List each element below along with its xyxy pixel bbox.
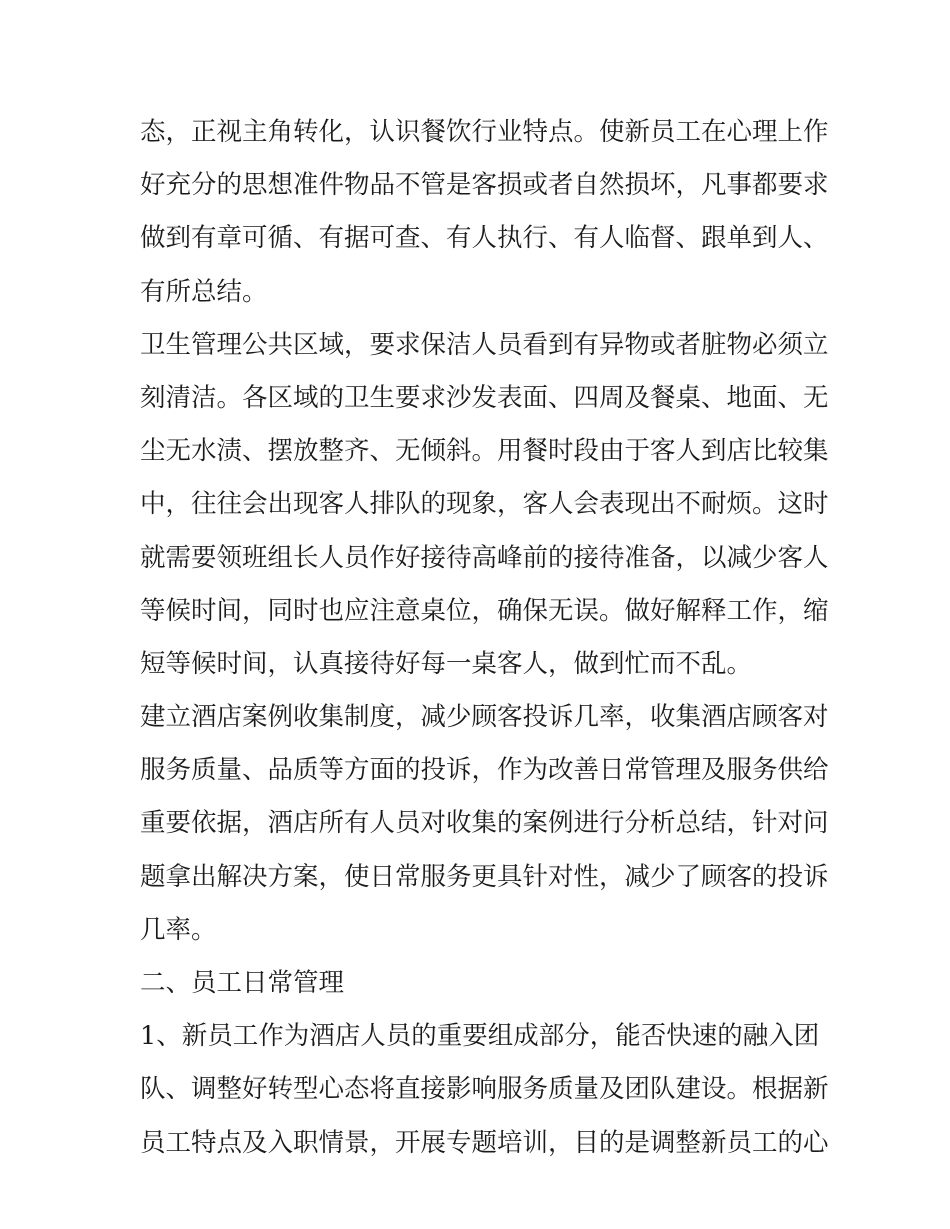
text-line: 1、新员工作为酒店人员的重要组成部分，能否快速的融入团 <box>140 1021 820 1052</box>
text-line: 员工特点及入职情景，开展专题培训，目的是调整新员工的心 <box>140 1127 829 1158</box>
text-line: 态，正视主角转化，认识餐饮行业特点。使新员工在心理上作 <box>140 117 829 147</box>
document-body <box>140 106 829 1170</box>
text-line: 建立酒店案例收集制度，减少顾客投诉几率，收集酒店顾客对 <box>140 702 829 733</box>
text-line: 重要依据，酒店所有人员对收集的案例进行分析总结，针对问 <box>140 808 829 839</box>
text-line: 尘无水渍、摆放整齐、无倾斜。用餐时段由于客人到店比较集 <box>140 436 829 467</box>
text-line: 服务质量、品质等方面的投诉，作为改善日常管理及服务供给 <box>140 755 829 786</box>
text-line: 几率。 <box>140 914 217 945</box>
text-line: 等候时间，同时也应注意桌位，确保无误。做好解释工作，缩 <box>140 595 829 626</box>
text-line: 刻清洁。各区域的卫生要求沙发表面、四周及餐桌、地面、无 <box>140 382 829 413</box>
text-line: 就需要领班组长人员作好接待高峰前的接待准备，以减少客人 <box>140 542 829 573</box>
text-line: 短等候时间，认真接待好每一桌客人，做到忙而不乱。 <box>140 648 753 679</box>
text-line: 题拿出解决方案，使日常服务更具针对性，减少了顾客的投诉 <box>140 861 829 892</box>
text-line: 好充分的思想准件物品不管是客损或者自然损坏，凡事都要求 <box>140 170 829 201</box>
text-line: 队、调整好转型心态将直接影响服务质量及团队建设。根据新 <box>140 1074 829 1105</box>
section-heading: 二、员工日常管理 <box>140 968 345 998</box>
text-line: 有所总结。 <box>140 276 268 307</box>
text-line: 中，往往会出现客人排队的现象，客人会表现出不耐烦。这时 <box>140 489 829 520</box>
text-line: 卫生管理公共区域，要求保洁人员看到有异物或者脏物必须立 <box>140 329 829 360</box>
text-line: 做到有章可循、有据可查、有人执行、有人临督、跟单到人、 <box>140 223 829 254</box>
